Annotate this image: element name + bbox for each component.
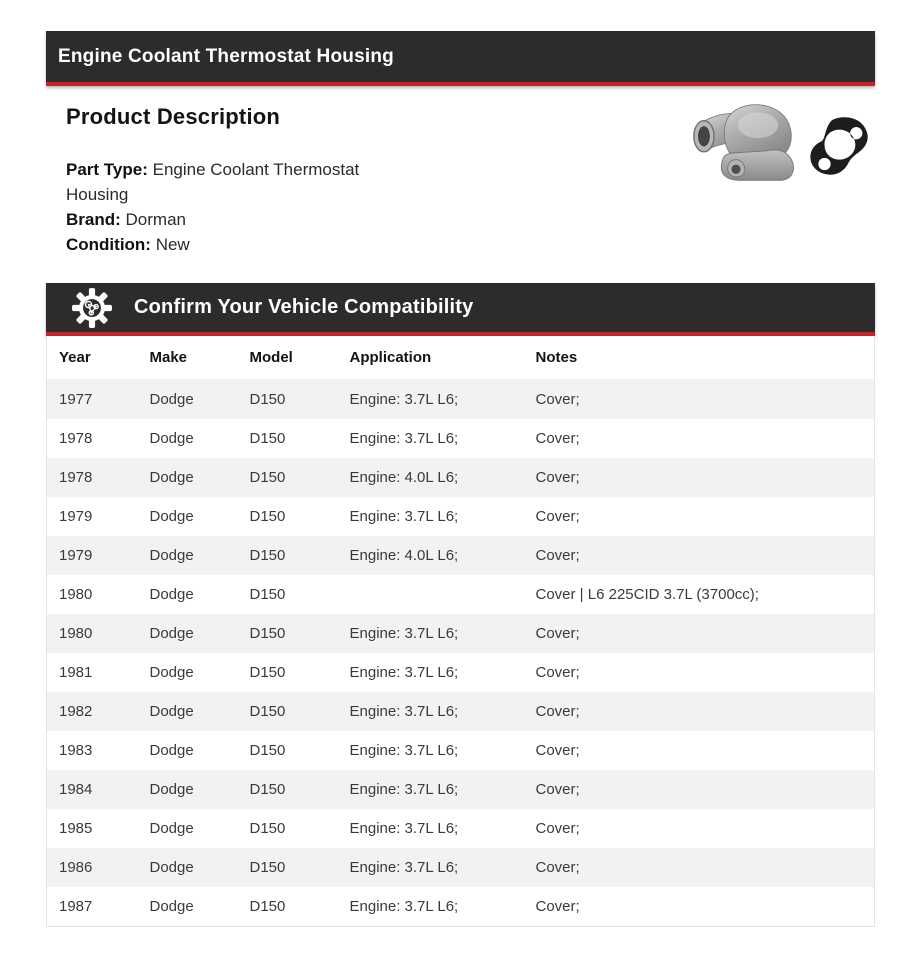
table-row	[47, 848, 875, 887]
brand-value: Dorman	[125, 210, 186, 229]
cell-notes: Cover;	[535, 625, 580, 642]
cell-year: 1978	[59, 469, 93, 486]
cell-notes: Cover;	[535, 781, 580, 798]
cell-model: D150	[249, 742, 286, 759]
condition-field	[66, 232, 406, 257]
table-row	[47, 770, 875, 809]
cell-notes: Cover;	[535, 430, 580, 447]
cell-application: Engine: 3.7L L6;	[349, 391, 459, 408]
cell-make: Dodge	[149, 703, 194, 720]
product-images	[692, 92, 873, 186]
condition-value: New	[155, 235, 190, 254]
part-type-label: Part Type:	[66, 160, 148, 179]
cell-application	[338, 575, 524, 614]
cell-model: D150	[249, 547, 286, 564]
table-row	[47, 575, 875, 614]
cell-year: 1982	[59, 703, 93, 720]
product-title-bar	[46, 31, 875, 86]
cell-application: Engine: 3.7L L6;	[349, 703, 459, 720]
cell-application: Engine: 3.7L L6;	[349, 898, 459, 915]
cell-model: D150	[249, 391, 286, 408]
column-header-model: Model	[238, 336, 338, 380]
column-header-application: Application	[338, 336, 524, 380]
compatibility-section	[46, 283, 875, 927]
cell-year: 1979	[59, 508, 93, 525]
cell-make: Dodge	[149, 859, 194, 876]
cell-model: D150	[249, 586, 286, 603]
cell-make: Dodge	[149, 508, 194, 525]
cell-model: D150	[249, 625, 286, 642]
table-header-row	[47, 336, 875, 380]
cell-year: 1985	[59, 820, 93, 837]
compatibility-heading: Confirm Your Vehicle Compatibility	[134, 296, 474, 318]
cell-application: Engine: 3.7L L6;	[349, 430, 459, 447]
cell-make: Dodge	[149, 898, 194, 915]
cell-year: 1987	[59, 898, 93, 915]
cell-notes: Cover;	[535, 391, 580, 408]
column-header-year: Year	[47, 336, 138, 380]
cell-model: D150	[249, 898, 286, 915]
cell-notes: Cover | L6 225CID 3.7L (3700cc);	[535, 586, 759, 603]
compatibility-table	[46, 336, 875, 927]
cell-application: Engine: 3.7L L6;	[349, 820, 459, 837]
table-row	[47, 497, 875, 536]
cell-model: D150	[249, 820, 286, 837]
cell-notes: Cover;	[535, 898, 580, 915]
product-description-section	[46, 86, 875, 283]
cell-notes: Cover;	[535, 742, 580, 759]
cell-application: Engine: 3.7L L6;	[349, 508, 459, 525]
cell-application: Engine: 3.7L L6;	[349, 781, 459, 798]
cell-model: D150	[249, 664, 286, 681]
cell-model: D150	[249, 859, 286, 876]
cell-year: 1978	[59, 430, 93, 447]
cell-make: Dodge	[149, 625, 194, 642]
cell-make: Dodge	[149, 547, 194, 564]
product-title: Engine Coolant Thermostat Housing	[58, 45, 394, 67]
brand-label: Brand:	[66, 210, 121, 229]
gasket-photo	[806, 113, 873, 178]
cell-application: Engine: 3.7L L6;	[349, 742, 459, 759]
cell-year: 1983	[59, 742, 93, 759]
condition-label: Condition:	[66, 235, 151, 254]
table-row	[47, 887, 875, 927]
cell-application: Engine: 4.0L L6;	[349, 469, 459, 486]
table-row	[47, 458, 875, 497]
cell-notes: Cover;	[535, 820, 580, 837]
cell-application: Engine: 3.7L L6;	[349, 859, 459, 876]
table-row	[47, 536, 875, 575]
cell-notes: Cover;	[535, 508, 580, 525]
thermostat-housing-photo	[692, 92, 802, 186]
compatibility-table-body	[47, 380, 875, 927]
cell-notes: Cover;	[535, 664, 580, 681]
compatibility-header-bar	[46, 283, 875, 336]
cell-make: Dodge	[149, 664, 194, 681]
cell-year: 1984	[59, 781, 93, 798]
cell-application: Engine: 3.7L L6;	[349, 625, 459, 642]
cell-make: Dodge	[149, 742, 194, 759]
part-type-value: Engine Coolant Thermostat Housing	[66, 160, 360, 204]
table-row	[47, 380, 875, 420]
table-row	[47, 809, 875, 848]
cell-year: 1986	[59, 859, 93, 876]
cell-year: 1980	[59, 586, 93, 603]
cell-notes: Cover;	[535, 469, 580, 486]
table-row	[47, 614, 875, 653]
brand-field	[66, 207, 406, 232]
cell-notes: Cover;	[535, 547, 580, 564]
cell-model: D150	[249, 469, 286, 486]
cell-make: Dodge	[149, 391, 194, 408]
cell-make: Dodge	[149, 469, 194, 486]
cell-year: 1981	[59, 664, 93, 681]
column-header-notes: Notes	[524, 336, 875, 380]
cell-model: D150	[249, 781, 286, 798]
cell-notes: Cover;	[535, 859, 580, 876]
cell-make: Dodge	[149, 781, 194, 798]
cell-year: 1977	[59, 391, 93, 408]
cell-make: Dodge	[149, 586, 194, 603]
cell-year: 1979	[59, 547, 93, 564]
cell-model: D150	[249, 703, 286, 720]
part-type-field	[66, 157, 406, 207]
cell-make: Dodge	[149, 820, 194, 837]
cell-model: D150	[249, 430, 286, 447]
table-row	[47, 731, 875, 770]
cell-model: D150	[249, 508, 286, 525]
column-header-make: Make	[138, 336, 238, 380]
cell-application: Engine: 3.7L L6;	[349, 664, 459, 681]
table-row	[47, 419, 875, 458]
cell-make: Dodge	[149, 430, 194, 447]
product-attributes	[66, 157, 406, 257]
product-description-heading: Product Description	[66, 104, 281, 129]
table-row	[47, 692, 875, 731]
gear-icon	[70, 286, 114, 330]
cell-application: Engine: 4.0L L6;	[349, 547, 459, 564]
table-row	[47, 653, 875, 692]
cell-notes: Cover;	[535, 703, 580, 720]
cell-year: 1980	[59, 625, 93, 642]
